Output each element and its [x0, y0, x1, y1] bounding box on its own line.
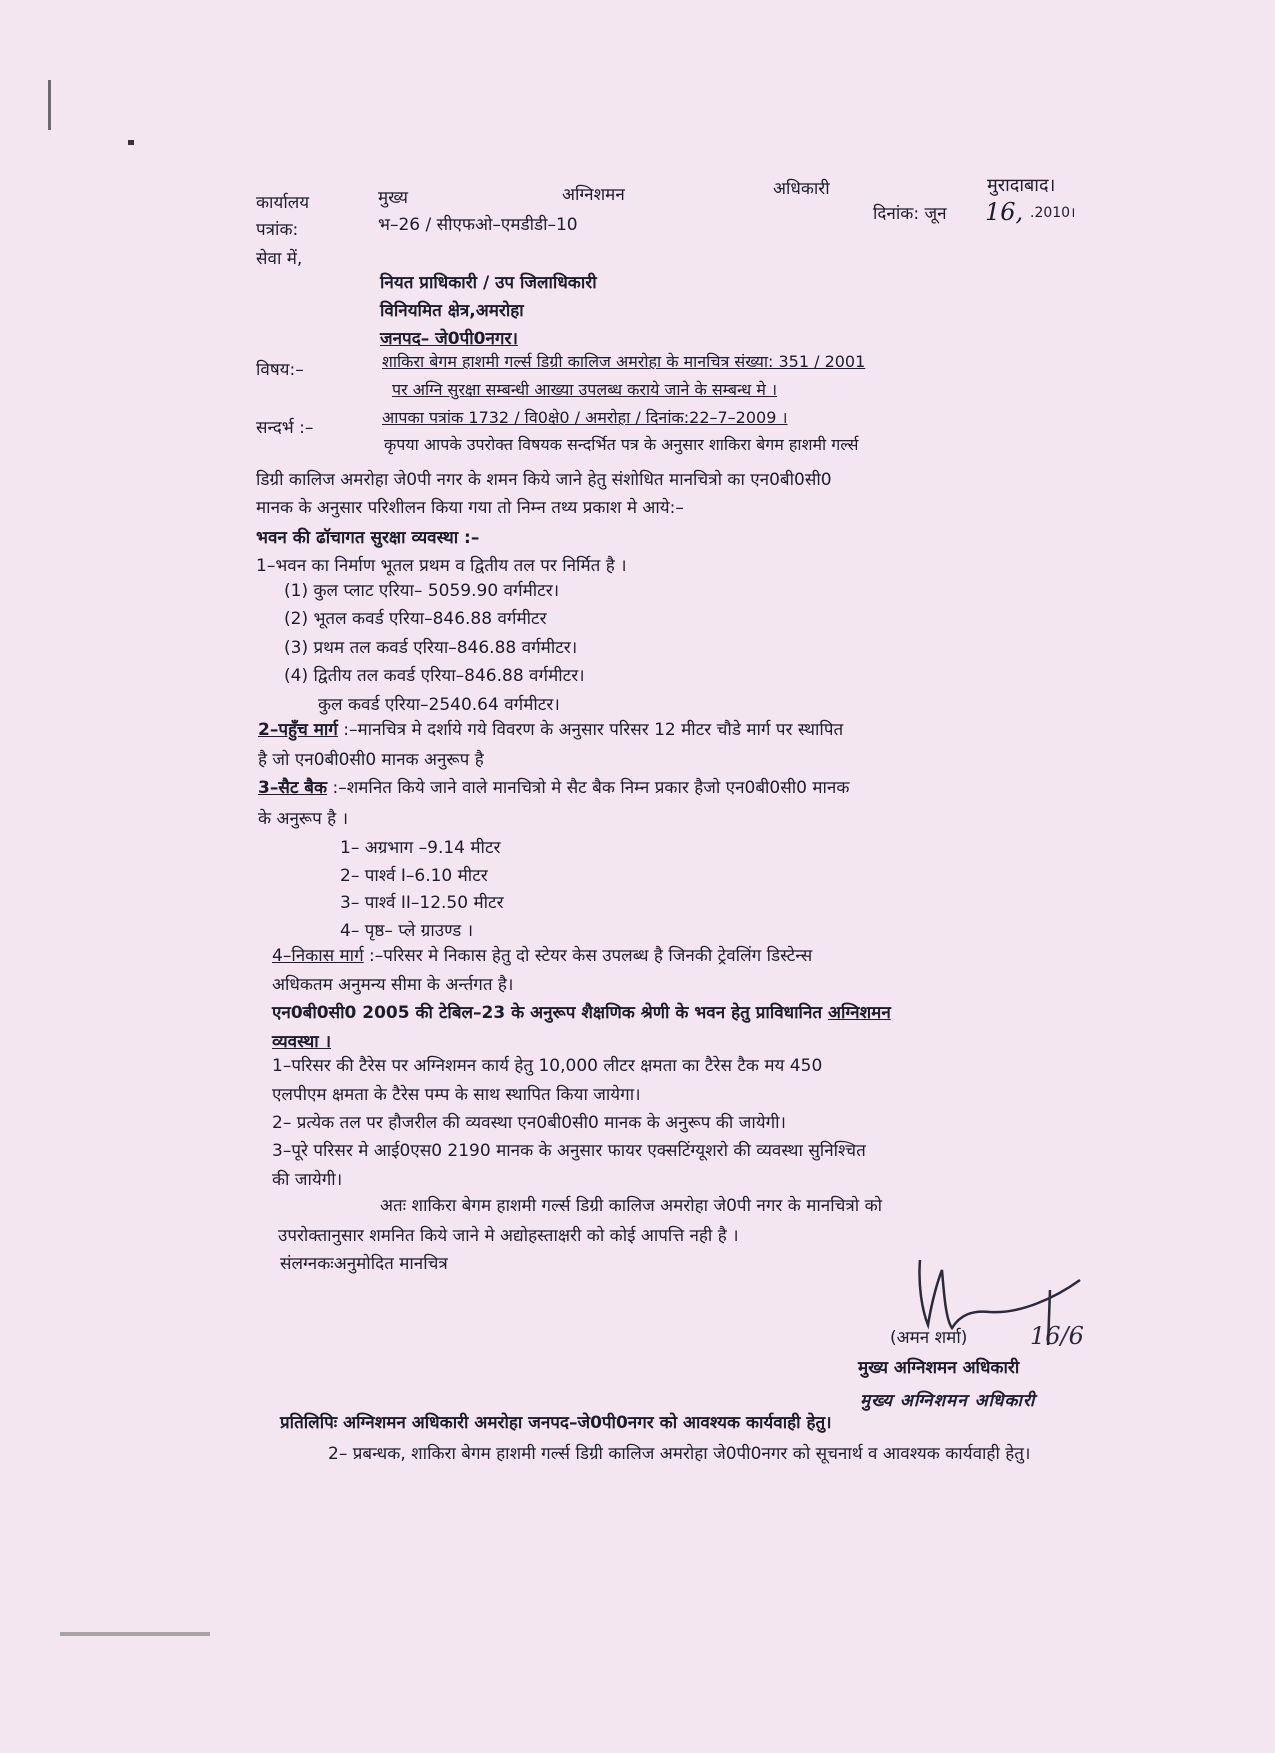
copy-to-line1-end: कार्यवाही हेतु।: [745, 1413, 832, 1433]
area-item: (3) प्रथम तल कवर्ड एरिया–846.88 वर्गमीटर।: [284, 638, 578, 658]
nbc-line1: एन0बी0सी0 2005 की टेबिल–23 के अनुरूप शैक्षणिक श्रेणी के भवन हेतु प्राविधानित: [272, 1003, 828, 1023]
reference-label: सन्दर्भ :–: [256, 418, 314, 438]
header-fire: अग्निशमन: [562, 185, 625, 205]
fire-provision-2: 2– प्रत्येक तल पर हौजरील की व्यवस्था एन0बी0सी0 मानक के अनुरूप की जायेगी।: [272, 1113, 787, 1133]
enclosure: संलग्नकःअनुमोदित मानचित्र: [280, 1254, 448, 1274]
subject-label: विषय:–: [256, 360, 304, 380]
conclusion-line2: उपरोक्तानुसार शमनित किये जाने मे अद्योहस्ताक्षरी को कोई आपत्ति नही है ।: [278, 1226, 739, 1246]
point2-label: 2–पहुँच मार्ग: [258, 720, 338, 740]
addressee-line1: नियत प्राधिकारी / उप जिलाधिकारी: [380, 273, 597, 293]
section-heading: भवन की ढॉचागत सुरक्षा व्यवस्था :–: [256, 528, 480, 548]
scan-artifact: [48, 80, 51, 130]
setback-item: 2– पार्श्व I–6.10 मीटर: [340, 866, 488, 886]
intro-line3: मानक के अनुसार परिशीलन किया गया तो निम्न तथ्य प्रकाश मे आये:–: [256, 498, 684, 518]
area-item: (1) कुल प्लाट एरिया– 5059.90 वर्गमीटर।: [284, 581, 560, 601]
intro-line1: कृपया आपके उपरोक्त विषयक सन्दर्भित पत्र के अनुसार शाकिरा बेगम हाशमी गर्ल्स: [384, 435, 859, 454]
fire-provision-1-cont: एलपीएम क्षमता के टैरेस पम्प के साथ स्थापित किया जायेगा।: [272, 1085, 641, 1105]
header-city: मुरादाबाद।: [987, 175, 1056, 196]
setback-item: 3– पार्श्व II–12.50 मीटर: [340, 893, 504, 913]
point4-line2: अधिकतम अनुमन्य सीमा के अर्न्तगत है।: [272, 975, 514, 995]
signatory-designation: मुख्य अग्निशमन अधिकारी: [858, 1358, 1020, 1378]
point4-label: 4–निकास मार्ग: [272, 946, 364, 966]
letter-number-label: पत्रांक:: [256, 220, 299, 240]
subject-line1: शाकिरा बेगम हाशमी गर्ल्स डिग्री कालिज अमरोहा के मानचित्र संख्या: 351 / 2001: [382, 352, 866, 371]
conclusion-line1: अतः शाकिरा बेगम हाशमी गर्ल्स डिग्री कालिज अमरोहा जे0पी नगर के मानचित्रो को: [380, 1196, 883, 1216]
subject-line2: पर अग्नि सुरक्षा सम्बन्धी आख्या उपलब्ध कराये जाने के सम्बन्ध मे ।: [392, 380, 778, 399]
area-total: कुल कवर्ड एरिया–2540.64 वर्गमीटर।: [318, 695, 560, 715]
copy-to-line2: 2– प्रबन्धक, शाकिरा बेगम हाशमी गर्ल्स डिग्री कालिज अमरोहा जे0पी0नगर को सूचनार्थ व आवश्यक कार्यवाही हेतु।: [328, 1444, 1031, 1464]
area-item: (2) भूतल कवर्ड एरिया–846.88 वर्गमीटर: [284, 609, 547, 629]
copy-to-line1: प्रतिलिपिः अग्निशमन अधिकारी अमरोहा जनपद–जे0पी0नगर को आवश्यक: [280, 1413, 746, 1433]
scan-artifact: [128, 140, 134, 145]
area-item: (4) द्वितीय तल कवर्ड एरिया–846.88 वर्गमीटर।: [284, 666, 585, 686]
point4-text: :–परिसर मे निकास हेतु दो स्टेयर केस उपलब्ध है जिनकी ट्रेवलिंग डिस्टेन्स: [363, 946, 813, 966]
point3-line2: के अनुरूप है ।: [258, 809, 349, 829]
official-stamp: मुख्य अग्निशमन अधिकारी: [860, 1391, 1036, 1411]
signature-initials: 16/6: [1030, 1322, 1084, 1350]
date-year: .2010।: [1030, 205, 1076, 221]
signatory-name: (अमन शर्मा): [890, 1328, 968, 1348]
reference-text: आपका पत्रांक 1732 / वि0क्षे0 / अमरोहा / दिनांक:22–7–2009 ।: [382, 408, 788, 427]
point2-text: :–मानचित्र मे दर्शाये गये विवरण के अनुसार परिसर 12 मीटर चौडे मार्ग पर स्थापित: [337, 720, 844, 740]
setback-item: 1– अग्रभाग –9.14 मीटर: [340, 838, 501, 858]
date-day: 16,: [985, 198, 1024, 226]
point2-line2: है जो एन0बी0सी0 मानक अनुरूप है: [258, 750, 484, 770]
point3-label: 3–सैट बैक: [258, 778, 328, 798]
setback-item: 4– पृष्ठ– प्ले ग्राउण्ड ।: [340, 921, 474, 941]
point3-text: :–शमनित किये जाने वाले मानचित्रो मे सैट बैक निम्न प्रकार हैजो एन0बी0सी0 मानक: [327, 778, 850, 798]
fire-provision-3: 3–पूरे परिसर मे आई0एस0 2190 मानक के अनुसार फायर एक्सटिंग्यूशरो की व्यवस्था सुनिश्चित: [272, 1141, 866, 1161]
fire-provision-3-cont: की जायेगी।: [272, 1170, 343, 1190]
header-officer: अधिकारी: [773, 179, 830, 199]
header-office: कार्यालय: [256, 193, 310, 213]
date-label: दिनांक: जून: [873, 204, 947, 224]
scan-artifact: [60, 1632, 210, 1636]
intro-line2: डिग्री कालिज अमरोहा जे0पी नगर के शमन किये जाने हेतु संशोधित मानचित्रो का एन0बी0सी0: [256, 470, 832, 490]
salutation-to: सेवा में,: [256, 249, 303, 269]
point1-text: 1–भवन का निर्माण भूतल प्रथम व द्वितीय तल पर निर्मित है ।: [256, 556, 627, 576]
fire-provision-1: 1–परिसर की टैरेस पर अग्निशमन कार्य हेतु 10,000 लीटर क्षमता का टैरेस टैक मय 450: [272, 1056, 823, 1076]
header-chief: मुख्य: [378, 188, 408, 208]
addressee-line3: जनपद– जे0पी0नगर।: [380, 329, 518, 349]
addressee-line2: विनियमित क्षेत्र,अमरोहा: [380, 301, 524, 321]
letter-number: भ–26 / सीएफओ–एमडीडी–10: [378, 215, 578, 235]
nbc-line2: व्यवस्था ।: [272, 1032, 332, 1052]
nbc-line1-underlined: अग्निशमन: [827, 1003, 891, 1023]
